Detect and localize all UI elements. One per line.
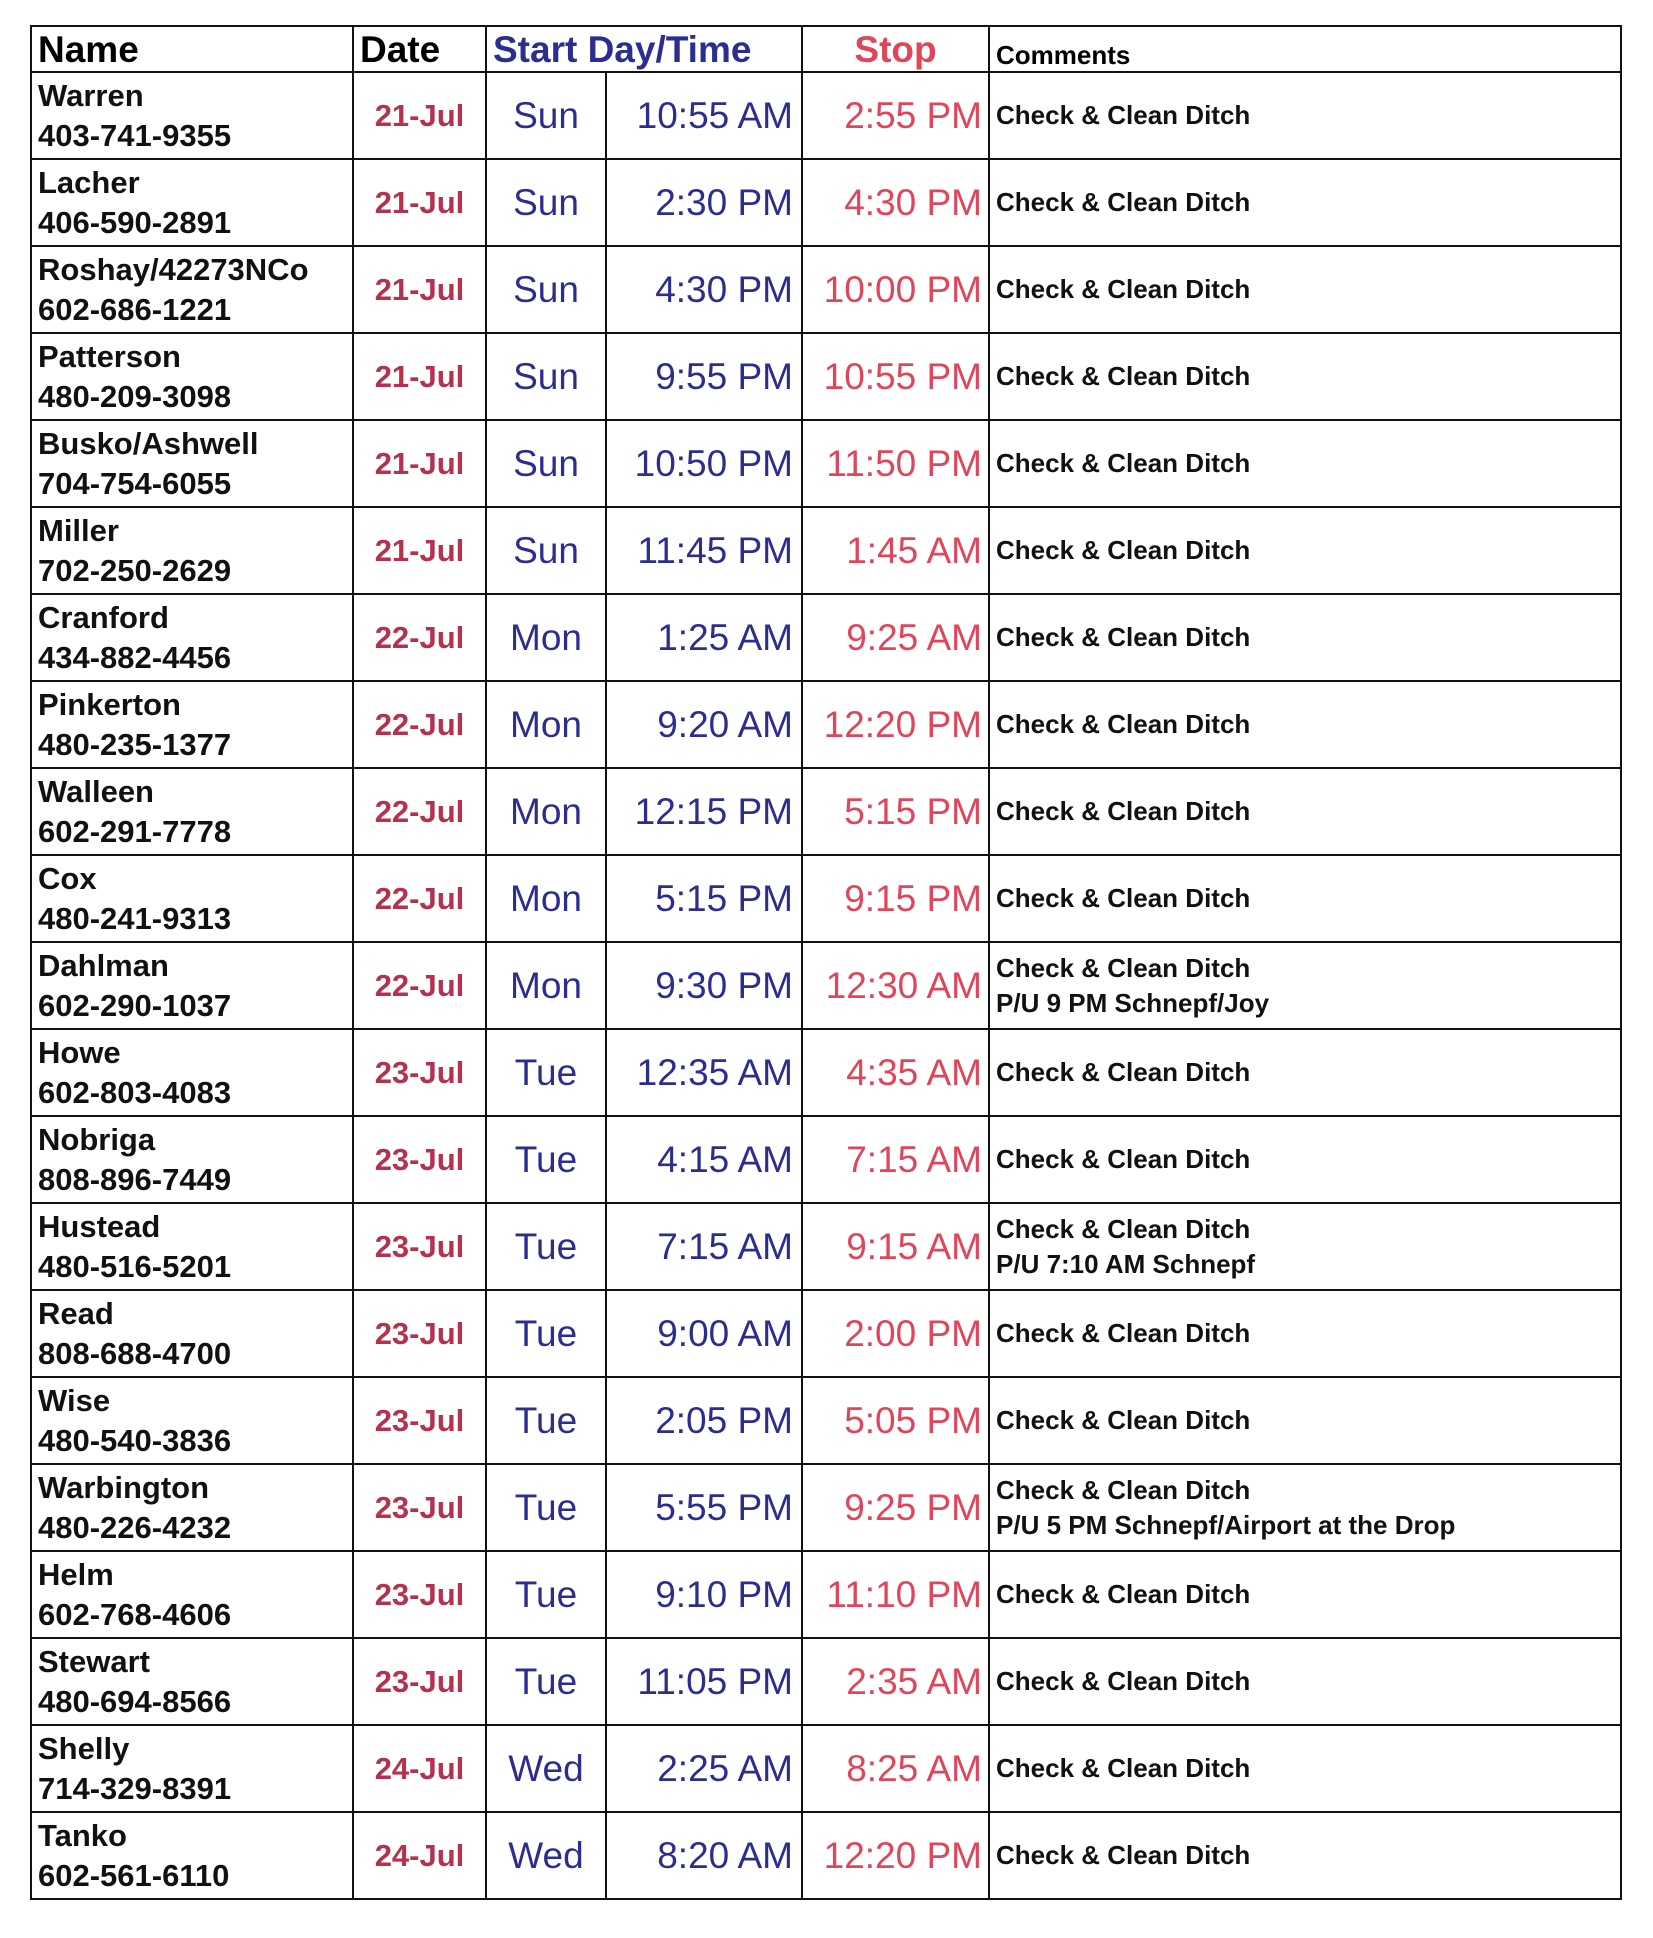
person-name: Howe: [38, 1034, 121, 1070]
comments-cell: [989, 1203, 1621, 1290]
comments-cell: [989, 1638, 1621, 1725]
phone-number: 602-291-7778: [38, 813, 232, 849]
date-cell: 23-Jul: [353, 1203, 486, 1290]
start-time-cell: 9:00 AM: [606, 1290, 802, 1377]
stop-time-cell: 2:35 AM: [802, 1638, 989, 1725]
comment-line-2: P/U 5 PM Schnepf/Airport at the Drop: [996, 1509, 1456, 1540]
date-cell: 22-Jul: [353, 594, 486, 681]
phone-number: 714-329-8391: [38, 1770, 232, 1806]
name-cell: [31, 1725, 353, 1812]
comments-cell: [989, 1551, 1621, 1638]
name-cell: [31, 420, 353, 507]
date-cell: 21-Jul: [353, 159, 486, 246]
name-cell: [31, 855, 353, 942]
stop-time-cell: 5:15 PM: [802, 768, 989, 855]
person-name: Pinkerton: [38, 686, 181, 722]
comment-line-1: Check & Clean Ditch: [996, 1213, 1251, 1244]
comment-line-1: Check & Clean Ditch: [996, 361, 1251, 391]
comment-line-1: Check & Clean Ditch: [996, 187, 1251, 217]
comments-cell: [989, 1290, 1621, 1377]
start-time-cell: 8:20 AM: [606, 1812, 802, 1899]
comment-line-2: P/U 7:10 AM Schnepf: [996, 1248, 1256, 1279]
comment-line-1: Check & Clean Ditch: [996, 622, 1251, 652]
table-row: [31, 1116, 1621, 1203]
name-cell: [31, 1464, 353, 1551]
start-day-cell: Mon: [486, 594, 606, 681]
comment-line-1: Check & Clean Ditch: [996, 1579, 1251, 1609]
name-cell: [31, 942, 353, 1029]
phone-number: 480-516-5201: [38, 1248, 232, 1284]
phone-number: 480-694-8566: [38, 1683, 232, 1719]
comment-line-1: Check & Clean Ditch: [996, 1057, 1251, 1087]
name-cell: [31, 1203, 353, 1290]
table-row: [31, 1725, 1621, 1812]
header-row: [31, 26, 1621, 72]
start-time-cell: 4:15 AM: [606, 1116, 802, 1203]
table-row: [31, 1290, 1621, 1377]
stop-time-cell: 7:15 AM: [802, 1116, 989, 1203]
start-day-cell: Tue: [486, 1551, 606, 1638]
date-cell: 23-Jul: [353, 1029, 486, 1116]
start-time-cell: 2:25 AM: [606, 1725, 802, 1812]
stop-time-cell: 12:20 PM: [802, 1812, 989, 1899]
stop-time-cell: 2:55 PM: [802, 72, 989, 159]
comment-line-1: Check & Clean Ditch: [996, 535, 1251, 565]
comment-line-1: Check & Clean Ditch: [996, 1753, 1251, 1783]
header-comments: Comments: [989, 26, 1621, 72]
phone-number: 434-882-4456: [38, 639, 232, 675]
start-time-cell: 12:35 AM: [606, 1029, 802, 1116]
start-day-cell: Sun: [486, 246, 606, 333]
start-time-cell: 4:30 PM: [606, 246, 802, 333]
date-cell: 23-Jul: [353, 1551, 486, 1638]
comments-cell: [989, 420, 1621, 507]
date-cell: 23-Jul: [353, 1464, 486, 1551]
comments-cell: [989, 594, 1621, 681]
phone-number: 480-235-1377: [38, 726, 232, 762]
date-cell: 22-Jul: [353, 855, 486, 942]
start-day-cell: Tue: [486, 1029, 606, 1116]
phone-number: 403-741-9355: [38, 117, 232, 153]
start-time-cell: 11:45 PM: [606, 507, 802, 594]
stop-time-cell: 9:25 AM: [802, 594, 989, 681]
table-row: [31, 855, 1621, 942]
stop-time-cell: 12:30 AM: [802, 942, 989, 1029]
name-cell: [31, 681, 353, 768]
stop-time-cell: 10:00 PM: [802, 246, 989, 333]
person-name: Warbington: [38, 1469, 210, 1505]
start-day-cell: Mon: [486, 942, 606, 1029]
comment-line-1: Check & Clean Ditch: [996, 952, 1251, 983]
table-row: [31, 333, 1621, 420]
stop-time-cell: 11:50 PM: [802, 420, 989, 507]
header-start-day-time: Start Day/Time: [486, 26, 802, 72]
person-name: Lacher: [38, 164, 140, 200]
name-cell: [31, 1812, 353, 1899]
start-time-cell: 1:25 AM: [606, 594, 802, 681]
table-row: [31, 420, 1621, 507]
stop-time-cell: 11:10 PM: [802, 1551, 989, 1638]
person-name: Wise: [38, 1382, 111, 1418]
comment-line-1: Check & Clean Ditch: [996, 709, 1251, 739]
start-day-cell: Sun: [486, 507, 606, 594]
start-time-cell: 2:05 PM: [606, 1377, 802, 1464]
person-name: Miller: [38, 512, 119, 548]
date-cell: 21-Jul: [353, 420, 486, 507]
stop-time-cell: 4:35 AM: [802, 1029, 989, 1116]
phone-number: 602-561-6110: [38, 1857, 230, 1893]
comment-line-1: Check & Clean Ditch: [996, 1666, 1251, 1696]
date-cell: 21-Jul: [353, 246, 486, 333]
header-stop: Stop: [802, 26, 989, 72]
person-name: Nobriga: [38, 1121, 156, 1157]
start-time-cell: 11:05 PM: [606, 1638, 802, 1725]
comments-cell: [989, 1464, 1621, 1551]
start-time-cell: 5:15 PM: [606, 855, 802, 942]
start-time-cell: 5:55 PM: [606, 1464, 802, 1551]
start-day-cell: Tue: [486, 1377, 606, 1464]
date-cell: 22-Jul: [353, 768, 486, 855]
name-cell: [31, 246, 353, 333]
start-day-cell: Sun: [486, 333, 606, 420]
name-cell: [31, 159, 353, 246]
start-time-cell: 10:55 AM: [606, 72, 802, 159]
person-name: Walleen: [38, 773, 154, 809]
comments-cell: [989, 855, 1621, 942]
stop-time-cell: 12:20 PM: [802, 681, 989, 768]
comments-cell: [989, 159, 1621, 246]
comments-cell: [989, 333, 1621, 420]
start-day-cell: Tue: [486, 1638, 606, 1725]
phone-number: 480-209-3098: [38, 378, 232, 414]
date-cell: 23-Jul: [353, 1290, 486, 1377]
date-cell: 21-Jul: [353, 72, 486, 159]
start-time-cell: 9:55 PM: [606, 333, 802, 420]
date-cell: 21-Jul: [353, 333, 486, 420]
start-time-cell: 7:15 AM: [606, 1203, 802, 1290]
person-name: Dahlman: [38, 947, 169, 983]
phone-number: 808-896-7449: [38, 1161, 232, 1197]
date-cell: 24-Jul: [353, 1812, 486, 1899]
comments-cell: [989, 768, 1621, 855]
comment-line-1: Check & Clean Ditch: [996, 1405, 1251, 1435]
start-day-cell: Mon: [486, 681, 606, 768]
name-cell: [31, 768, 353, 855]
comment-line-1: Check & Clean Ditch: [996, 100, 1251, 130]
comment-line-1: Check & Clean Ditch: [996, 448, 1251, 478]
name-cell: [31, 72, 353, 159]
comments-cell: [989, 1377, 1621, 1464]
start-time-cell: 9:20 AM: [606, 681, 802, 768]
name-cell: [31, 1551, 353, 1638]
stop-time-cell: 10:55 PM: [802, 333, 989, 420]
comments-cell: [989, 246, 1621, 333]
table-row: [31, 768, 1621, 855]
person-name: Tanko: [38, 1817, 127, 1853]
name-cell: [31, 594, 353, 681]
comment-line-1: Check & Clean Ditch: [996, 1840, 1251, 1870]
table-row: [31, 159, 1621, 246]
person-name: Read: [38, 1295, 114, 1331]
phone-number: 602-803-4083: [38, 1074, 232, 1110]
start-day-cell: Tue: [486, 1464, 606, 1551]
table-row: [31, 1029, 1621, 1116]
table-body: [31, 72, 1621, 1899]
person-name: Cranford: [38, 599, 169, 635]
phone-number: 480-241-9313: [38, 900, 232, 936]
start-day-cell: Wed: [486, 1812, 606, 1899]
person-name: Shelly: [38, 1730, 130, 1766]
start-day-cell: Tue: [486, 1203, 606, 1290]
table-header: [31, 26, 1621, 72]
table-row: [31, 681, 1621, 768]
table-row: [31, 942, 1621, 1029]
comments-cell: [989, 1812, 1621, 1899]
table-row: [31, 72, 1621, 159]
schedule-table: [30, 25, 1622, 1900]
start-time-cell: 9:30 PM: [606, 942, 802, 1029]
start-day-cell: Mon: [486, 855, 606, 942]
date-cell: 21-Jul: [353, 507, 486, 594]
start-time-cell: 12:15 PM: [606, 768, 802, 855]
start-day-cell: Wed: [486, 1725, 606, 1812]
start-day-cell: Tue: [486, 1290, 606, 1377]
stop-time-cell: 9:15 PM: [802, 855, 989, 942]
person-name: Hustead: [38, 1208, 161, 1244]
header-date: Date: [353, 26, 486, 72]
comment-line-1: Check & Clean Ditch: [996, 796, 1251, 826]
table-row: [31, 507, 1621, 594]
comment-line-1: Check & Clean Ditch: [996, 883, 1251, 913]
date-cell: 22-Jul: [353, 942, 486, 1029]
stop-time-cell: 4:30 PM: [802, 159, 989, 246]
phone-number: 808-688-4700: [38, 1335, 232, 1371]
stop-time-cell: 9:25 PM: [802, 1464, 989, 1551]
table-row: [31, 246, 1621, 333]
table-row: [31, 594, 1621, 681]
start-day-cell: Sun: [486, 72, 606, 159]
phone-number: 480-226-4232: [38, 1509, 232, 1545]
stop-time-cell: 1:45 AM: [802, 507, 989, 594]
table-row: [31, 1464, 1621, 1551]
start-time-cell: 10:50 PM: [606, 420, 802, 507]
stop-time-cell: 2:00 PM: [802, 1290, 989, 1377]
comments-cell: [989, 942, 1621, 1029]
comments-cell: [989, 1725, 1621, 1812]
stop-time-cell: 9:15 AM: [802, 1203, 989, 1290]
table-row: [31, 1812, 1621, 1899]
phone-number: 702-250-2629: [38, 552, 232, 588]
date-cell: 23-Jul: [353, 1116, 486, 1203]
name-cell: [31, 507, 353, 594]
comment-line-1: Check & Clean Ditch: [996, 1144, 1251, 1174]
table-row: [31, 1638, 1621, 1725]
person-name: Busko/Ashwell: [38, 425, 259, 461]
comment-line-1: Check & Clean Ditch: [996, 274, 1251, 304]
phone-number: 704-754-6055: [38, 465, 232, 501]
person-name: Helm: [38, 1556, 114, 1592]
phone-number: 602-290-1037: [38, 987, 232, 1023]
person-name: Patterson: [38, 338, 181, 374]
phone-number: 406-590-2891: [38, 204, 232, 240]
start-day-cell: Tue: [486, 1116, 606, 1203]
name-cell: [31, 333, 353, 420]
start-day-cell: Sun: [486, 159, 606, 246]
table-row: [31, 1203, 1621, 1290]
phone-number: 602-686-1221: [38, 291, 232, 327]
date-cell: 24-Jul: [353, 1725, 486, 1812]
start-day-cell: Mon: [486, 768, 606, 855]
name-cell: [31, 1290, 353, 1377]
person-name: Warren: [38, 77, 144, 113]
start-day-cell: Sun: [486, 420, 606, 507]
phone-number: 480-540-3836: [38, 1422, 232, 1458]
stop-time-cell: 8:25 AM: [802, 1725, 989, 1812]
date-cell: 23-Jul: [353, 1377, 486, 1464]
comments-cell: [989, 72, 1621, 159]
table-row: [31, 1551, 1621, 1638]
name-cell: [31, 1029, 353, 1116]
comments-cell: [989, 507, 1621, 594]
person-name: Stewart: [38, 1643, 150, 1679]
person-name: Cox: [38, 860, 97, 896]
header-name: Name: [31, 26, 353, 72]
start-time-cell: 2:30 PM: [606, 159, 802, 246]
date-cell: 23-Jul: [353, 1638, 486, 1725]
phone-number: 602-768-4606: [38, 1596, 232, 1632]
comment-line-1: Check & Clean Ditch: [996, 1474, 1251, 1505]
date-cell: 22-Jul: [353, 681, 486, 768]
table-row: [31, 1377, 1621, 1464]
stop-time-cell: 5:05 PM: [802, 1377, 989, 1464]
comments-cell: [989, 681, 1621, 768]
comment-line-2: P/U 9 PM Schnepf/Joy: [996, 987, 1270, 1018]
comments-cell: [989, 1029, 1621, 1116]
start-time-cell: 9:10 PM: [606, 1551, 802, 1638]
name-cell: [31, 1116, 353, 1203]
comments-cell: [989, 1116, 1621, 1203]
person-name: Roshay/42273NCo: [38, 251, 309, 287]
comment-line-1: Check & Clean Ditch: [996, 1318, 1251, 1348]
name-cell: [31, 1638, 353, 1725]
name-cell: [31, 1377, 353, 1464]
